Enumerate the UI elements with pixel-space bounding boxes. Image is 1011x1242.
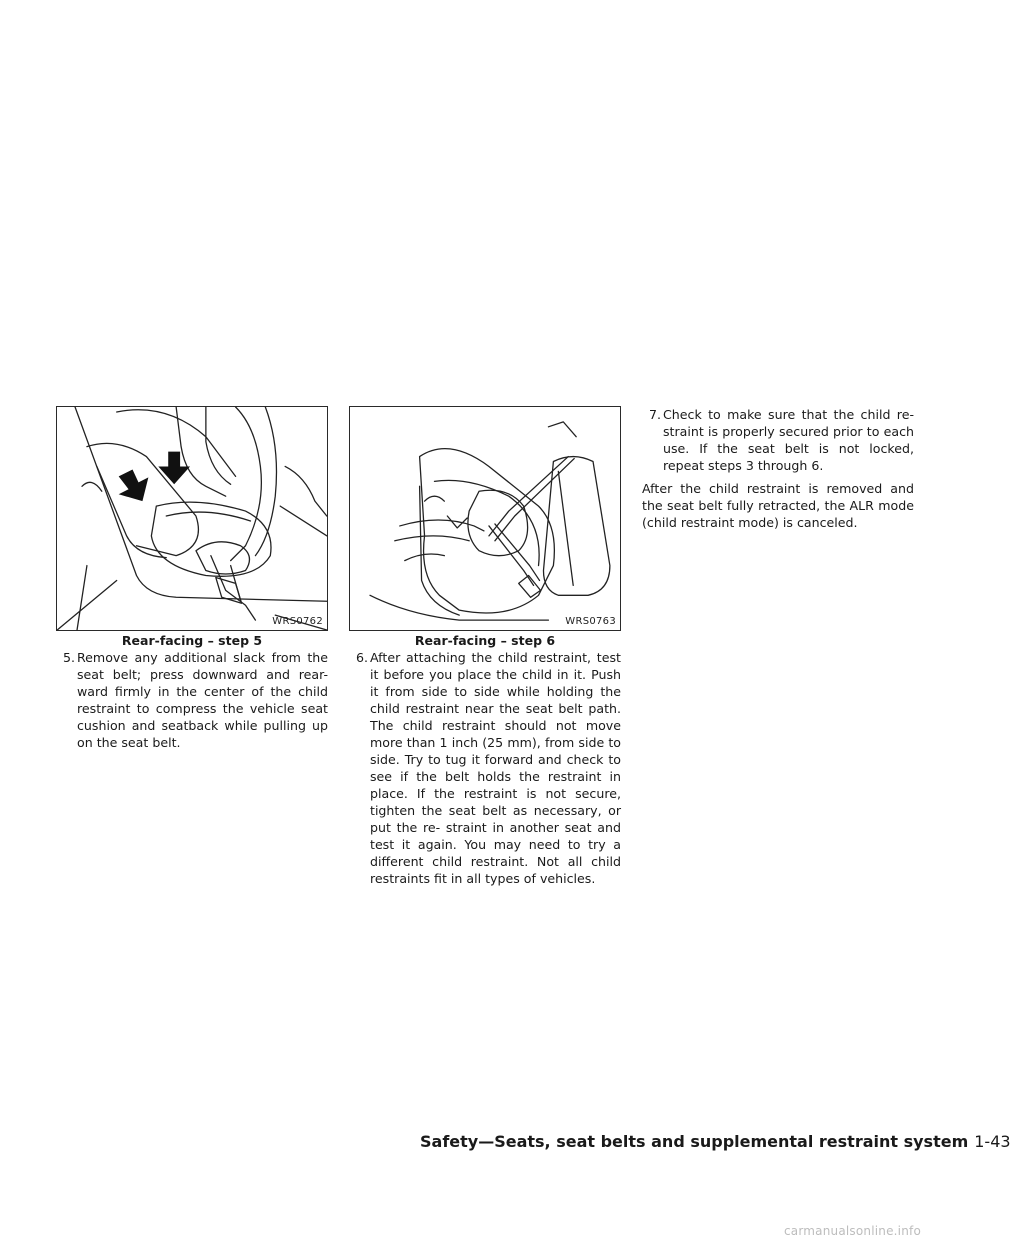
figure-caption: Rear-facing – step 5 — [121, 633, 263, 648]
step-number: 5. — [63, 650, 76, 665]
step-number: 6. — [356, 650, 369, 665]
figure-code: WRS0763 — [565, 616, 616, 627]
column-3-text — [642, 406, 914, 531]
column-2-text — [349, 649, 621, 887]
figure-caption: Rear-facing – step 6 — [414, 633, 556, 648]
note-paragraph: After the child restraint is removed and the seat belt fully retracted, the ALR mode (child restraint mode) is canceled. — [642, 481, 914, 530]
illustration-press-seat — [57, 407, 327, 630]
figure-rear-facing-step-5 — [56, 406, 328, 631]
step-number: 7. — [649, 407, 662, 422]
page-footer — [420, 1132, 1011, 1151]
watermark-text: carmanualsonline.info — [784, 1224, 921, 1238]
step-text: After attaching the child restraint, test it before you place the child in it. Push it from side to side while holding the child restraint near the seat belt path. The child restraint should not move more than 1 inch (25 mm), from side to side. Try to tug it forward and check to see if the belt holds the restraint in place. If the restraint is not secure, tighten the seat belt as necessary, or put the re- straint in another seat and test it again. You may need to try a different child restraint. Not all child restraints fit in all types of vehicles. — [370, 650, 621, 886]
footer-section-title: Safety—Seats, seat belts and supplemental restraint system — [420, 1132, 969, 1151]
illustration-test-restraint — [350, 407, 620, 630]
step-7 — [642, 406, 914, 474]
step-text: Remove any additional slack from the seat belt; press downward and rear- ward firmly in the center of the child restraint to compress the vehicle seat cushion and seatback while pulling up on the seat belt. — [77, 650, 328, 750]
step-6 — [349, 649, 621, 887]
step-5 — [56, 649, 328, 751]
page-number: 1-43 — [974, 1132, 1011, 1151]
column-1-text — [56, 649, 328, 751]
figure-rear-facing-step-6 — [349, 406, 621, 631]
figure-code: WRS0762 — [272, 616, 323, 627]
step-text: Check to make sure that the child re- straint is properly secured prior to each use. If the seat belt is not locked, repeat steps 3 through 6. — [663, 407, 914, 473]
